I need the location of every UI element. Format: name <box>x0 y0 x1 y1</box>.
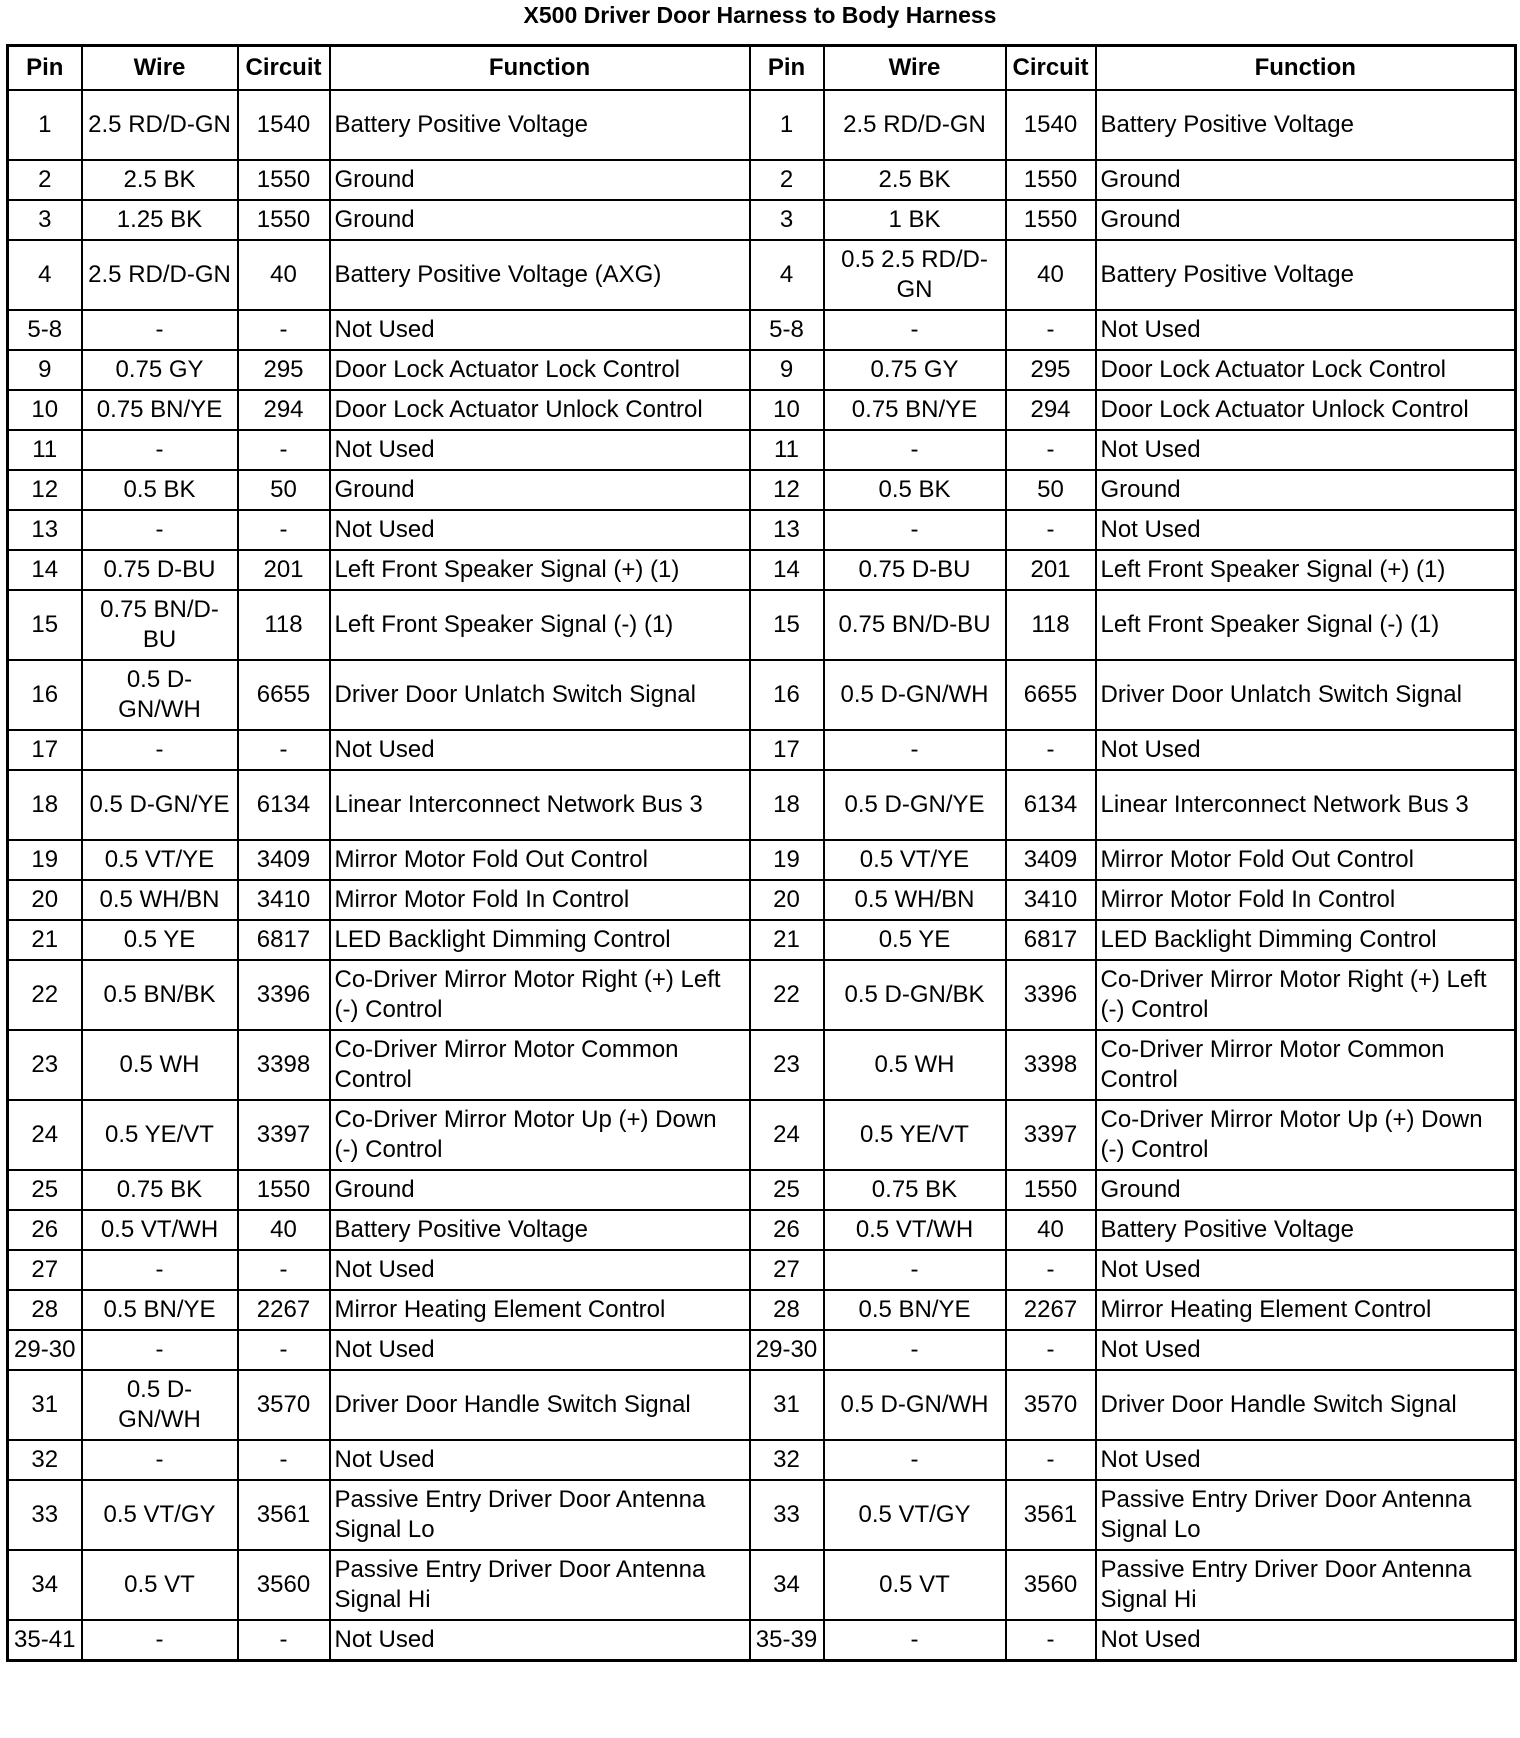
pin-cell: 23 <box>8 1030 82 1100</box>
pin-cell: 29-30 <box>750 1330 824 1370</box>
wire-cell: 1 BK <box>824 200 1006 240</box>
pin-cell: 21 <box>8 920 82 960</box>
circuit-cell: 3410 <box>238 880 330 920</box>
wire-cell: - <box>824 1620 1006 1661</box>
pin-cell: 31 <box>8 1370 82 1440</box>
pin-cell: 24 <box>8 1100 82 1170</box>
circuit-cell: - <box>1006 1440 1096 1480</box>
function-cell: Co-Driver Mirror Motor Common Control <box>330 1030 750 1100</box>
wire-cell: 0.5 BK <box>824 470 1006 510</box>
header-row <box>8 46 1516 91</box>
table-row <box>8 240 1516 310</box>
wire-cell: 0.5 D-GN/BK <box>824 960 1006 1030</box>
wire-cell: - <box>824 1330 1006 1370</box>
pin-cell: 27 <box>750 1250 824 1290</box>
wire-cell: 0.75 GY <box>824 350 1006 390</box>
function-cell: Battery Positive Voltage <box>330 90 750 160</box>
function-cell: Door Lock Actuator Lock Control <box>330 350 750 390</box>
table-row <box>8 1100 1516 1170</box>
function-cell: Not Used <box>1096 310 1516 350</box>
table-row <box>8 660 1516 730</box>
pin-cell: 15 <box>8 590 82 660</box>
pin-cell: 10 <box>750 390 824 430</box>
function-cell: Ground <box>1096 200 1516 240</box>
pin-cell: 17 <box>8 730 82 770</box>
table-row <box>8 1030 1516 1100</box>
table-row <box>8 90 1516 160</box>
function-cell: Not Used <box>1096 430 1516 470</box>
wire-cell: - <box>82 1620 238 1661</box>
wire-cell: 0.5 WH <box>82 1030 238 1100</box>
wire-cell: 0.5 VT/YE <box>82 840 238 880</box>
pin-cell: 11 <box>750 430 824 470</box>
wire-cell: 0.5 BN/BK <box>82 960 238 1030</box>
table-row <box>8 510 1516 550</box>
function-cell: Linear Interconnect Network Bus 3 <box>330 770 750 840</box>
table-row <box>8 880 1516 920</box>
circuit-cell: 1540 <box>1006 90 1096 160</box>
wire-cell: 0.75 D-BU <box>824 550 1006 590</box>
circuit-cell: 6817 <box>238 920 330 960</box>
pin-cell: 18 <box>750 770 824 840</box>
circuit-cell: - <box>1006 1620 1096 1661</box>
function-cell: Battery Positive Voltage <box>1096 240 1516 310</box>
function-cell: Driver Door Handle Switch Signal <box>330 1370 750 1440</box>
pin-cell: 26 <box>8 1210 82 1250</box>
wire-cell: - <box>824 430 1006 470</box>
pin-cell: 1 <box>750 90 824 160</box>
wire-cell: - <box>824 1250 1006 1290</box>
circuit-cell: - <box>238 430 330 470</box>
function-cell: Not Used <box>330 310 750 350</box>
function-cell: Not Used <box>330 1330 750 1370</box>
function-cell: Ground <box>330 1170 750 1210</box>
pin-cell: 3 <box>750 200 824 240</box>
function-cell: Battery Positive Voltage (AXG) <box>330 240 750 310</box>
function-cell: Not Used <box>330 1250 750 1290</box>
wire-cell: 0.5 VT/YE <box>824 840 1006 880</box>
pin-cell: 10 <box>8 390 82 430</box>
wire-cell: 0.5 VT <box>82 1550 238 1620</box>
circuit-cell: 3570 <box>238 1370 330 1440</box>
pin-cell: 28 <box>750 1290 824 1330</box>
circuit-cell: 118 <box>238 590 330 660</box>
function-cell: Mirror Motor Fold In Control <box>1096 880 1516 920</box>
circuit-cell: 1550 <box>238 160 330 200</box>
wire-cell: 1.25 BK <box>82 200 238 240</box>
pin-cell: 32 <box>8 1440 82 1480</box>
function-cell: Left Front Speaker Signal (-) (1) <box>330 590 750 660</box>
function-cell: LED Backlight Dimming Control <box>330 920 750 960</box>
circuit-cell: 3398 <box>238 1030 330 1100</box>
function-cell: Not Used <box>330 1620 750 1661</box>
table-row <box>8 1550 1516 1620</box>
table-row <box>8 840 1516 880</box>
wire-cell: 2.5 BK <box>824 160 1006 200</box>
pin-cell: 21 <box>750 920 824 960</box>
function-cell: Not Used <box>330 730 750 770</box>
wire-cell: 0.75 BK <box>824 1170 1006 1210</box>
function-cell: Ground <box>1096 470 1516 510</box>
circuit-cell: 2267 <box>1006 1290 1096 1330</box>
wire-cell: 0.5 D-GN/WH <box>824 1370 1006 1440</box>
pin-cell: 13 <box>8 510 82 550</box>
pin-cell: 12 <box>8 470 82 510</box>
header-function: Function <box>1096 46 1516 91</box>
wire-cell: 0.5 VT/WH <box>824 1210 1006 1250</box>
circuit-cell: 50 <box>1006 470 1096 510</box>
function-cell: Not Used <box>1096 1620 1516 1661</box>
table-row <box>8 1170 1516 1210</box>
circuit-cell: 1550 <box>238 1170 330 1210</box>
function-cell: Passive Entry Driver Door Antenna Signal Hi <box>330 1550 750 1620</box>
function-cell: Battery Positive Voltage <box>1096 90 1516 160</box>
circuit-cell: - <box>238 1250 330 1290</box>
function-cell: Not Used <box>1096 1250 1516 1290</box>
circuit-cell: - <box>238 730 330 770</box>
function-cell: Mirror Heating Element Control <box>330 1290 750 1330</box>
table-row <box>8 550 1516 590</box>
pin-cell: 20 <box>750 880 824 920</box>
pin-cell: 35-39 <box>750 1620 824 1661</box>
wire-cell: 0.75 BN/D-BU <box>82 590 238 660</box>
circuit-cell: - <box>238 1330 330 1370</box>
table-row <box>8 1440 1516 1480</box>
function-cell: Mirror Motor Fold In Control <box>330 880 750 920</box>
function-cell: Battery Positive Voltage <box>1096 1210 1516 1250</box>
pin-cell: 4 <box>750 240 824 310</box>
function-cell: Mirror Motor Fold Out Control <box>1096 840 1516 880</box>
function-cell: LED Backlight Dimming Control <box>1096 920 1516 960</box>
page-title: X500 Driver Door Harness to Body Harness <box>523 2 997 28</box>
circuit-cell: 3410 <box>1006 880 1096 920</box>
header-circuit: Circuit <box>1006 46 1096 91</box>
circuit-cell: 6655 <box>238 660 330 730</box>
pin-cell: 35-41 <box>8 1620 82 1661</box>
pin-cell: 22 <box>750 960 824 1030</box>
function-cell: Left Front Speaker Signal (+) (1) <box>1096 550 1516 590</box>
function-cell: Co-Driver Mirror Motor Right (+) Left (-) Control <box>1096 960 1516 1030</box>
circuit-cell: 1550 <box>1006 160 1096 200</box>
header-pin: Pin <box>8 46 82 91</box>
table-row <box>8 920 1516 960</box>
wire-cell: 0.75 BN/YE <box>82 390 238 430</box>
circuit-cell: 6655 <box>1006 660 1096 730</box>
circuit-cell: - <box>1006 730 1096 770</box>
pin-cell: 4 <box>8 240 82 310</box>
wire-cell: - <box>82 1330 238 1370</box>
pin-cell: 31 <box>750 1370 824 1440</box>
pin-cell: 25 <box>750 1170 824 1210</box>
wire-cell: - <box>824 510 1006 550</box>
function-cell: Mirror Motor Fold Out Control <box>330 840 750 880</box>
pin-cell: 34 <box>8 1550 82 1620</box>
header-function: Function <box>330 46 750 91</box>
table-row <box>8 1620 1516 1661</box>
table-row <box>8 960 1516 1030</box>
table-row <box>8 470 1516 510</box>
wire-cell: 0.5 D-GN/YE <box>82 770 238 840</box>
pin-cell: 14 <box>8 550 82 590</box>
circuit-cell: 3560 <box>1006 1550 1096 1620</box>
function-cell: Battery Positive Voltage <box>330 1210 750 1250</box>
table-row <box>8 390 1516 430</box>
function-cell: Linear Interconnect Network Bus 3 <box>1096 770 1516 840</box>
pin-cell: 29-30 <box>8 1330 82 1370</box>
pin-cell: 16 <box>750 660 824 730</box>
table-row <box>8 1210 1516 1250</box>
circuit-cell: 1550 <box>1006 1170 1096 1210</box>
function-cell: Passive Entry Driver Door Antenna Signal Hi <box>1096 1550 1516 1620</box>
wire-cell: - <box>82 1440 238 1480</box>
function-cell: Ground <box>330 470 750 510</box>
circuit-cell: 294 <box>1006 390 1096 430</box>
pin-cell: 22 <box>8 960 82 1030</box>
function-cell: Not Used <box>1096 510 1516 550</box>
function-cell: Co-Driver Mirror Motor Up (+) Down (-) Control <box>1096 1100 1516 1170</box>
wire-cell: 0.75 BN/D-BU <box>824 590 1006 660</box>
function-cell: Co-Driver Mirror Motor Up (+) Down (-) Control <box>330 1100 750 1170</box>
wire-cell: 0.75 BN/YE <box>824 390 1006 430</box>
wire-cell: 0.5 YE/VT <box>82 1100 238 1170</box>
function-cell: Passive Entry Driver Door Antenna Signal Lo <box>1096 1480 1516 1550</box>
wire-cell: 0.5 BK <box>82 470 238 510</box>
circuit-cell: 40 <box>1006 240 1096 310</box>
function-cell: Not Used <box>1096 730 1516 770</box>
wire-cell: 0.5 D-GN/WH <box>82 660 238 730</box>
circuit-cell: 40 <box>238 1210 330 1250</box>
circuit-cell: - <box>238 1440 330 1480</box>
wire-cell: - <box>82 1250 238 1290</box>
function-cell: Not Used <box>1096 1440 1516 1480</box>
circuit-cell: 201 <box>238 550 330 590</box>
pin-cell: 33 <box>8 1480 82 1550</box>
wire-cell: 0.5 VT <box>824 1550 1006 1620</box>
wire-cell: 0.5 BN/YE <box>824 1290 1006 1330</box>
circuit-cell: - <box>1006 430 1096 470</box>
circuit-cell: 3560 <box>238 1550 330 1620</box>
circuit-cell: 295 <box>1006 350 1096 390</box>
pin-cell: 34 <box>750 1550 824 1620</box>
circuit-cell: 50 <box>238 470 330 510</box>
pin-cell: 2 <box>8 160 82 200</box>
function-cell: Driver Door Handle Switch Signal <box>1096 1370 1516 1440</box>
table-row <box>8 350 1516 390</box>
wire-cell: 0.5 VT/WH <box>82 1210 238 1250</box>
circuit-cell: 1540 <box>238 90 330 160</box>
circuit-cell: - <box>238 510 330 550</box>
pin-cell: 2 <box>750 160 824 200</box>
function-cell: Passive Entry Driver Door Antenna Signal Lo <box>330 1480 750 1550</box>
pin-cell: 32 <box>750 1440 824 1480</box>
circuit-cell: 3570 <box>1006 1370 1096 1440</box>
wire-cell: - <box>82 730 238 770</box>
wire-cell: 0.75 D-BU <box>82 550 238 590</box>
circuit-cell: 3397 <box>1006 1100 1096 1170</box>
wire-cell: 2.5 RD/D-GN <box>82 240 238 310</box>
table-row <box>8 160 1516 200</box>
circuit-cell: 3396 <box>1006 960 1096 1030</box>
wire-cell: 0.5 WH <box>824 1030 1006 1100</box>
wire-cell: 0.5 D-GN/WH <box>824 660 1006 730</box>
header-wire: Wire <box>82 46 238 91</box>
pin-cell: 24 <box>750 1100 824 1170</box>
table-row <box>8 1370 1516 1440</box>
circuit-cell: 6134 <box>1006 770 1096 840</box>
wire-cell: - <box>824 310 1006 350</box>
pin-cell: 27 <box>8 1250 82 1290</box>
wire-cell: 0.75 BK <box>82 1170 238 1210</box>
table-row <box>8 310 1516 350</box>
pin-cell: 9 <box>750 350 824 390</box>
wire-cell: 2.5 RD/D-GN <box>82 90 238 160</box>
circuit-cell: 295 <box>238 350 330 390</box>
table-row <box>8 1330 1516 1370</box>
function-cell: Ground <box>330 200 750 240</box>
function-cell: Mirror Heating Element Control <box>1096 1290 1516 1330</box>
circuit-cell: 118 <box>1006 590 1096 660</box>
circuit-cell: - <box>1006 310 1096 350</box>
function-cell: Driver Door Unlatch Switch Signal <box>330 660 750 730</box>
pin-cell: 5-8 <box>750 310 824 350</box>
circuit-cell: 3396 <box>238 960 330 1030</box>
function-cell: Co-Driver Mirror Motor Right (+) Left (-) Control <box>330 960 750 1030</box>
function-cell: Left Front Speaker Signal (-) (1) <box>1096 590 1516 660</box>
circuit-cell: 3398 <box>1006 1030 1096 1100</box>
pin-cell: 23 <box>750 1030 824 1100</box>
circuit-cell: 6134 <box>238 770 330 840</box>
circuit-cell: 6817 <box>1006 920 1096 960</box>
table-row <box>8 1250 1516 1290</box>
pin-cell: 17 <box>750 730 824 770</box>
wire-cell: 0.5 YE <box>82 920 238 960</box>
harness-table <box>6 44 1517 1662</box>
wire-cell: 2.5 BK <box>82 160 238 200</box>
wire-cell: 0.5 BN/YE <box>82 1290 238 1330</box>
pin-cell: 18 <box>8 770 82 840</box>
circuit-cell: 3409 <box>1006 840 1096 880</box>
wire-cell: - <box>82 430 238 470</box>
circuit-cell: 294 <box>238 390 330 430</box>
wire-cell: 0.5 YE <box>824 920 1006 960</box>
circuit-cell: - <box>238 310 330 350</box>
circuit-cell: 201 <box>1006 550 1096 590</box>
function-cell: Door Lock Actuator Unlock Control <box>1096 390 1516 430</box>
circuit-cell: - <box>1006 1330 1096 1370</box>
circuit-cell: 1550 <box>1006 200 1096 240</box>
function-cell: Left Front Speaker Signal (+) (1) <box>330 550 750 590</box>
circuit-cell: 40 <box>1006 1210 1096 1250</box>
pin-cell: 16 <box>8 660 82 730</box>
pin-cell: 3 <box>8 200 82 240</box>
function-cell: Co-Driver Mirror Motor Common Control <box>1096 1030 1516 1100</box>
pin-cell: 15 <box>750 590 824 660</box>
pin-cell: 26 <box>750 1210 824 1250</box>
pin-cell: 1 <box>8 90 82 160</box>
table-row <box>8 430 1516 470</box>
table-row <box>8 730 1516 770</box>
table-row <box>8 590 1516 660</box>
circuit-cell: 3561 <box>238 1480 330 1550</box>
wire-cell: 0.5 D-GN/WH <box>82 1370 238 1440</box>
pin-cell: 9 <box>8 350 82 390</box>
wire-cell: 0.5 VT/GY <box>824 1480 1006 1550</box>
function-cell: Not Used <box>1096 1330 1516 1370</box>
function-cell: Door Lock Actuator Unlock Control <box>330 390 750 430</box>
circuit-cell: 3397 <box>238 1100 330 1170</box>
function-cell: Driver Door Unlatch Switch Signal <box>1096 660 1516 730</box>
circuit-cell: 2267 <box>238 1290 330 1330</box>
wire-cell: - <box>824 1440 1006 1480</box>
wire-cell: 0.75 GY <box>82 350 238 390</box>
table-row <box>8 1290 1516 1330</box>
pin-cell: 13 <box>750 510 824 550</box>
wire-cell: 0.5 YE/VT <box>824 1100 1006 1170</box>
pin-cell: 33 <box>750 1480 824 1550</box>
function-cell: Ground <box>1096 1170 1516 1210</box>
pin-cell: 25 <box>8 1170 82 1210</box>
circuit-cell: - <box>1006 510 1096 550</box>
circuit-cell: - <box>1006 1250 1096 1290</box>
table-row <box>8 770 1516 840</box>
wire-cell: 0.5 VT/GY <box>82 1480 238 1550</box>
pin-cell: 5-8 <box>8 310 82 350</box>
pin-cell: 20 <box>8 880 82 920</box>
wire-cell: 0.5 WH/BN <box>824 880 1006 920</box>
pin-cell: 28 <box>8 1290 82 1330</box>
function-cell: Ground <box>1096 160 1516 200</box>
circuit-cell: 3409 <box>238 840 330 880</box>
header-wire: Wire <box>824 46 1006 91</box>
pin-cell: 14 <box>750 550 824 590</box>
header-circuit: Circuit <box>238 46 330 91</box>
wire-cell: 2.5 RD/D-GN <box>824 90 1006 160</box>
wire-cell: 0.5 D-GN/YE <box>824 770 1006 840</box>
wire-cell: 0.5 2.5 RD/D-GN <box>824 240 1006 310</box>
pin-cell: 19 <box>8 840 82 880</box>
circuit-cell: 40 <box>238 240 330 310</box>
wire-cell: - <box>824 730 1006 770</box>
wire-cell: - <box>82 310 238 350</box>
pin-cell: 11 <box>8 430 82 470</box>
pin-cell: 19 <box>750 840 824 880</box>
table-row <box>8 200 1516 240</box>
function-cell: Not Used <box>330 430 750 470</box>
function-cell: Not Used <box>330 510 750 550</box>
function-cell: Not Used <box>330 1440 750 1480</box>
wire-cell: 0.5 WH/BN <box>82 880 238 920</box>
wire-cell: - <box>82 510 238 550</box>
function-cell: Door Lock Actuator Lock Control <box>1096 350 1516 390</box>
header-pin: Pin <box>750 46 824 91</box>
circuit-cell: 3561 <box>1006 1480 1096 1550</box>
table-row <box>8 1480 1516 1550</box>
function-cell: Ground <box>330 160 750 200</box>
circuit-cell: 1550 <box>238 200 330 240</box>
pin-cell: 12 <box>750 470 824 510</box>
circuit-cell: - <box>238 1620 330 1661</box>
